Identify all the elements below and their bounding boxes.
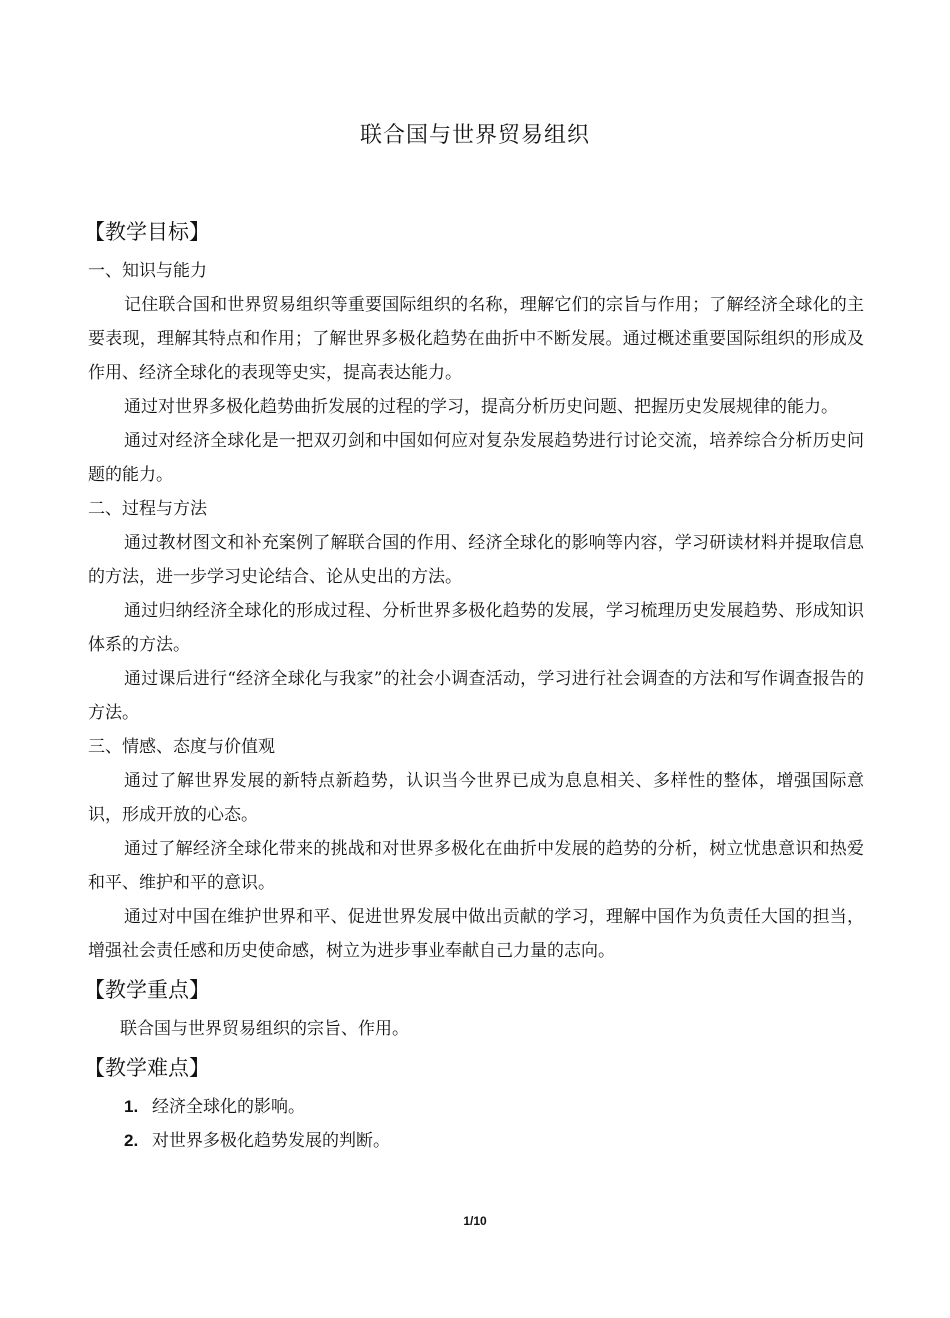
section-heading-goals: 【教学目标】 (84, 220, 210, 244)
section-key-points (84, 972, 864, 1046)
paragraph: 通过对经济全球化是一把双刃剑和中国如何应对复杂发展趋势进行讨论交流，培养综合分析历史问题的能力。 (88, 431, 864, 485)
document-title: 联合国与世界贸易组织 (359, 123, 590, 148)
paragraph: 通过教材图文和补充案例了解联合国的作用、经济全球化的影响等内容，学习研读材料并提取信息的方法，进一步学习史论结合、论从史出的方法。 (88, 533, 864, 587)
paragraph: 通过了解世界发展的新特点新趋势，认识当今世界已成为息息相关、多样性的整体，增强国际意识，形成开放的心态。 (88, 771, 864, 825)
section-heading-difficulties: 【教学难点】 (84, 1056, 210, 1080)
section-teaching-goals (84, 214, 864, 968)
page-number: 1/10 (463, 1214, 487, 1228)
subheading-process: 二、过程与方法 (88, 499, 207, 519)
list-item-number: 1. (124, 1097, 139, 1116)
list-item-number: 2. (124, 1131, 139, 1150)
document-body (84, 214, 864, 1158)
key-points-text: 联合国与世界贸易组织的宗旨、作用。 (120, 1019, 409, 1039)
subheading-emotion: 三、情感、态度与价值观 (88, 737, 275, 757)
subheading-knowledge: 一、知识与能力 (88, 261, 207, 281)
paragraph: 记住联合国和世界贸易组织等重要国际组织的名称，理解它们的宗旨与作用；了解经济全球化的主要表现，理解其特点和作用；了解世界多极化趋势在曲折中不断发展。通过概述重要国际组织的形成及作用、经济全球化的表现等史实，提高表达能力。 (88, 295, 864, 383)
paragraph: 通过课后进行“经济全球化与我家”的社会小调查活动，学习进行社会调查的方法和写作调查报告的方法。 (88, 669, 864, 723)
list-item (124, 1124, 864, 1158)
list-item (124, 1090, 864, 1124)
list-item-text: 对世界多极化趋势发展的判断。 (152, 1131, 390, 1151)
section-difficulties (84, 1050, 864, 1158)
paragraph: 通过对世界多极化趋势曲折发展的过程的学习，提高分析历史问题、把握历史发展规律的能力。 (124, 397, 838, 417)
list-item-text: 经济全球化的影响。 (152, 1097, 305, 1117)
section-heading-key-points: 【教学重点】 (84, 978, 210, 1002)
paragraph: 通过了解经济全球化带来的挑战和对世界多极化在曲折中发展的趋势的分析，树立忧患意识和热爱和平、维护和平的意识。 (88, 839, 864, 893)
paragraph: 通过对中国在维护世界和平、促进世界发展中做出贡献的学习，理解中国作为负责任大国的担当，增强社会责任感和历史使命感，树立为进步事业奉献自己力量的志向。 (88, 907, 864, 961)
difficulties-list (88, 1090, 864, 1158)
paragraph: 通过归纳经济全球化的形成过程、分析世界多极化趋势的发展，学习梳理历史发展趋势、形成知识体系的方法。 (88, 601, 864, 655)
